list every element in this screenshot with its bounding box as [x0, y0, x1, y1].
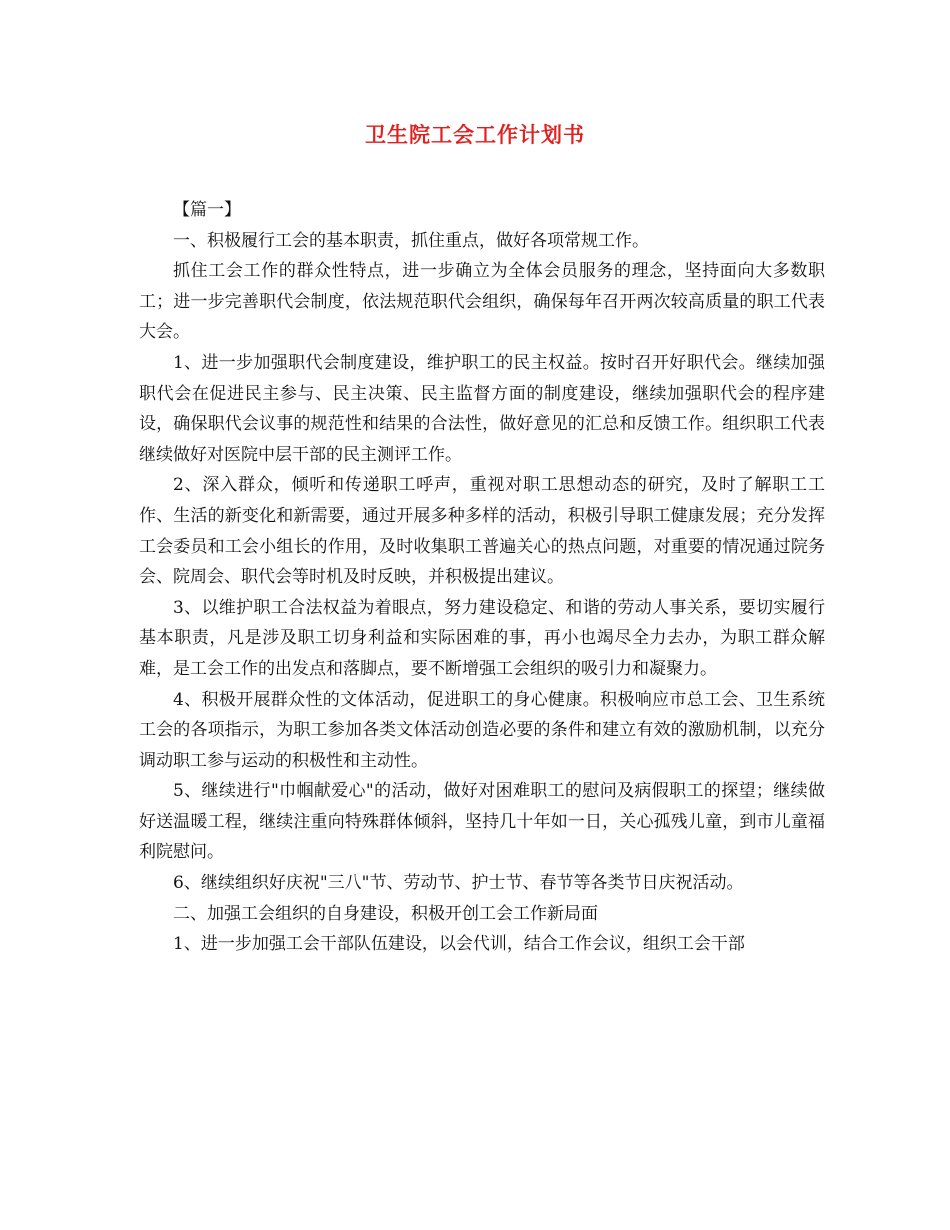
paragraph: 3、以维护职工合法权益为着眼点，努力建设稳定、和谐的劳动人事关系，要切实履行基本职责，凡是涉及职工切身利益和实际困难的事，再小也竭尽全力去办，为职工群众解难，是工会工作的出发点和落脚点，要不断增强工会组织的吸引力和凝聚力。: [139, 597, 825, 679]
paragraph: 抓住工会工作的群众性特点，进一步确立为全体会员服务的理念，坚持面向大多数职工；进一步完善职代会制度，依法规范职代会组织，确保每年召开两次较高质量的职工代表大会。: [139, 261, 825, 343]
paragraph: 一、积极履行工会的基本职责，抓住重点，做好各项常规工作。: [173, 230, 649, 251]
document-body: [139, 195, 825, 960]
document-title: 卫生院工会工作计划书: [365, 122, 585, 147]
section-heading: 【篇一】: [173, 200, 241, 220]
paragraph: 1、进一步加强职代会制度建设，维护职工的民主权益。按时召开好职代会。继续加强职代会在促进民主参与、民主决策、民主监督方面的制度建设，继续加强职代会的程序建设，确保职代会议事的规范性和结果的合法性，做好意见的汇总和反馈工作。组织职工代表继续做好对医院中层干部的民主测评工作。: [139, 352, 825, 465]
paragraph: 6、继续组织好庆祝"三八"节、劳动节、护士节、春节等各类节日庆祝活动。: [173, 873, 744, 894]
paragraph: 2、深入群众，倾听和传递职工呼声，重视对职工思想动态的研究，及时了解职工工作、生活的新变化和新需要，通过开展多种多样的活动，积极引导职工健康发展；充分发挥工会委员和工会小组长的作用，及时收集职工普遍关心的热点问题，对重要的情况通过院务会、院周会、职代会等时机及时反映，并积极提出建议。: [139, 475, 825, 588]
paragraph: 5、继续进行"巾帼献爱心"的活动，做好对困难职工的慰问及病假职工的探望；继续做好送温暖工程，继续注重向特殊群体倾斜，坚持几十年如一日，关心孤残儿童，到市儿童福利院慰问。: [139, 781, 825, 863]
paragraph: 4、积极开展群众性的文体活动，促进职工的身心健康。积极响应市总工会、卫生系统工会的各项指示，为职工参加各类文体活动创造必要的条件和建立有效的激励机制，以充分调动职工参与运动的积极性和主动性。: [139, 689, 825, 771]
paragraph: 1、进一步加强工会干部队伍建设，以会代训，结合工作会议，组织工会干部: [173, 934, 745, 955]
paragraph: 二、加强工会组织的自身建设，积极开创工会工作新局面: [173, 903, 598, 924]
